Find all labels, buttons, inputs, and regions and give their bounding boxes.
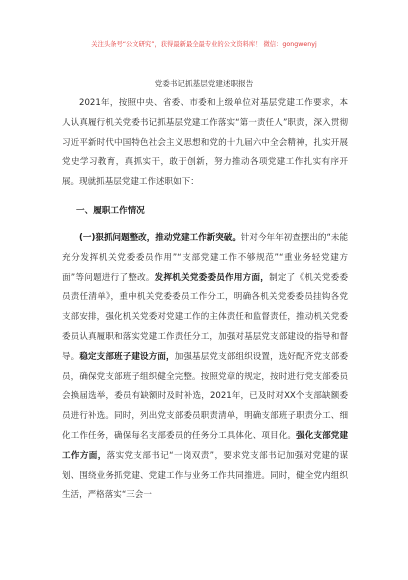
emphasis-bold: 发挥机关党委委员作用方面， xyxy=(154,272,270,283)
promo-banner: 关注头条号“公文研究”，获得最新最全最专业的公文资料库！ 微信：gongwenyj xyxy=(91,41,317,48)
intro-text: 2021年，按照中央、省委、市委和上级单位对基层党建工作要求，本人认真履行机关党委书记抓基层党建工作落实“第一责任人”职责，深入贯彻习近平新时代中国特色社会主义思想和党的十九届六中全会精神，扎实开展党史学习教育，真抓实干，敢于创新，努力推动各项党建工作扎实有序开展。现就抓基层党建工作述职如下： xyxy=(62,98,348,188)
emphasis-bold: 强化支部党建工作方面， xyxy=(62,430,349,461)
section-heading: 一、履职工作情况 xyxy=(76,206,145,216)
paragraph-text: 针对今年年初查摆出的“未能充分发挥机关党委委员作用”“支部党建工作不够规范”“重业务轻党建方面”等问题进行了整改。 xyxy=(62,233,348,283)
paragraph-text: 加强基层党支部组织设置，选好配齐党支部委员，确保党支部班子组织健全完整。按照党章的规定，按时进行党支部委员会换届选举，委员有缺额时及时补选，2021年，已及时对XX个支部缺额委员进行补选。同时，列出党支部委员职责清单，明确支部班子职责分工、细化工作任务，确保每名支部委员的任务分工具体化、项目化。 xyxy=(62,351,349,441)
emphasis-bold: 稳定支部班子建设方面， xyxy=(79,351,175,362)
paragraph-text: 制定了《机关党委委员责任清单》，重申机关党委委员工作分工，明确各机关党委委员挂钩各党支部安排，强化机关党委对党建工作的主体责任和监督责任，推动机关党委委员认真履职和落实党建工作责任分工，加强对基层党支部建设的指导和督导。 xyxy=(62,272,348,362)
subheading-bold: (一)狠抓问题整改，推动党建工作新突破。 xyxy=(79,233,241,243)
body-paragraph xyxy=(62,229,348,506)
intro-paragraph xyxy=(62,94,348,193)
paragraph-text: 落实党支部书记“一岗双责”，要求党支部书记加强对党建的谋划、围绕业务抓党建、党建工作与业务工作共同推进。同时，健全党内组织生活，严格落实“三会一 xyxy=(62,450,348,501)
document-title: 党委书记抓基层党建述职报告 xyxy=(154,79,254,88)
